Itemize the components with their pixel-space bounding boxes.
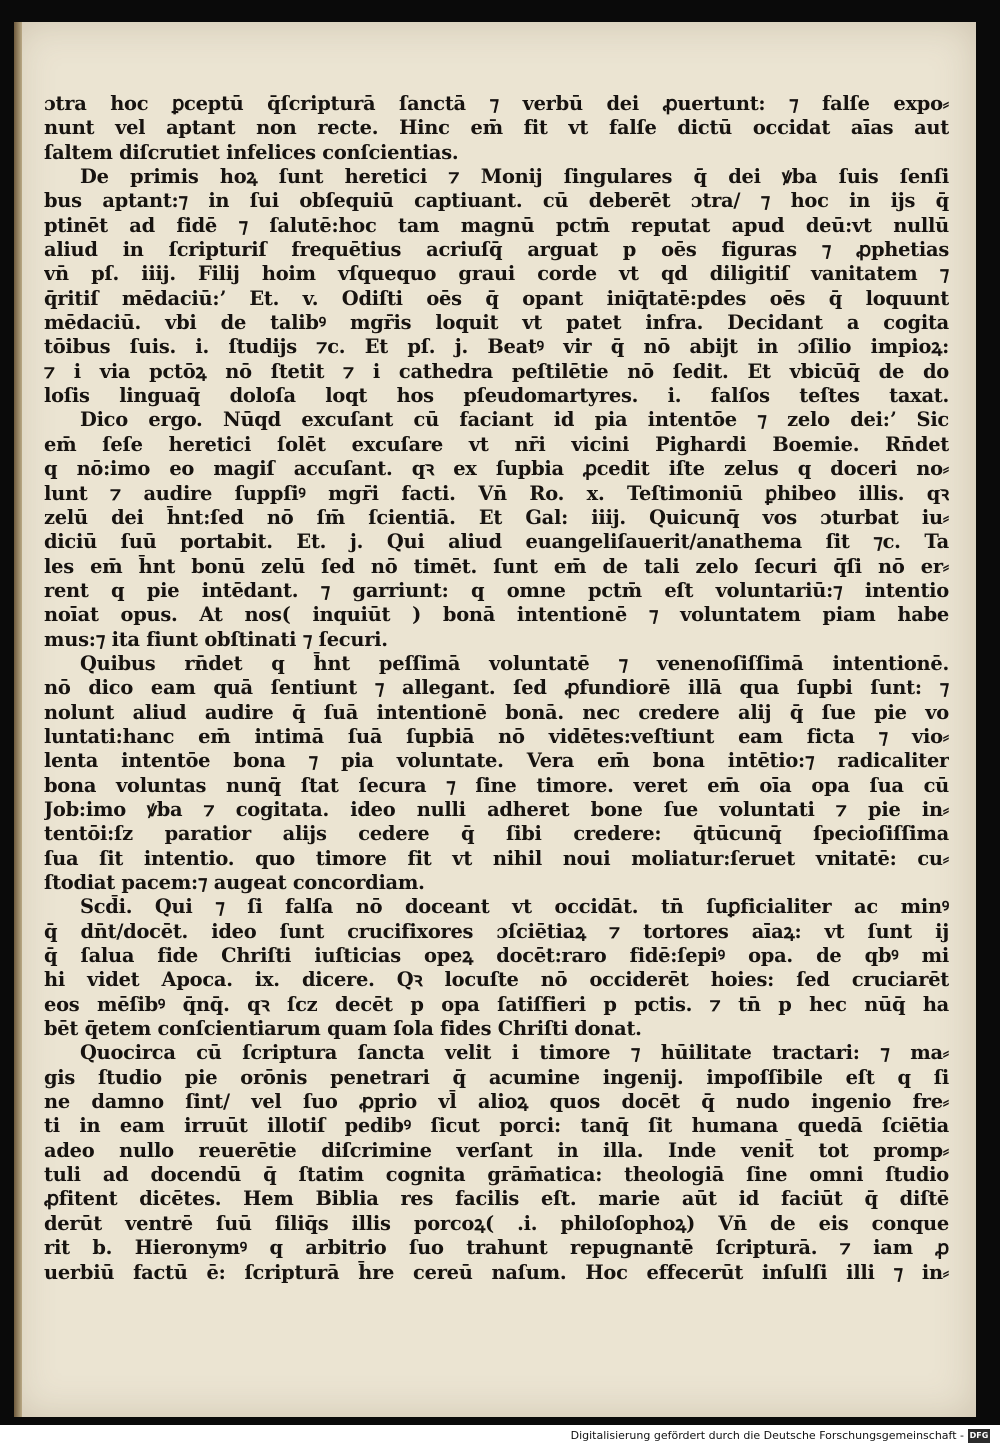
text-line: lenta intentōe bona ⁊ pia voluntate. Vera em̄ bona intētio:⁊ radicaliter — [44, 749, 949, 773]
text-line: ptinēt ad fidē ⁊ ſalutē:hoc tam magnū pctm̄ reputat apud deū:vt nullū — [44, 213, 949, 237]
text-line: bēt q̄etem conſcientiarum quam ſola fides Chriſti donat. — [44, 1017, 642, 1041]
text-line: les em̄ h̄nt bonū zelū ſed nō timēt. ſunt em̄ de tali zelo ſecuri q̄ſi nō er⸗ — [44, 554, 949, 578]
text-line: em̄ ſeſe heretici ſolēt excuſare vt nr̄i vicini Pighardi Boemie. Rn̄det — [44, 432, 949, 456]
digitization-footer — [0, 1425, 1000, 1448]
text-line: vn̄ pſ. iiij. Filij hoim vſquequo graui corde vt qd diligitiſ vanitatem ⁊ — [44, 262, 949, 286]
text-line: ꝓfitent dicētes. Hem Biblia res facilis eſt. marie aūt id faciūt q̄ diſtē — [44, 1187, 949, 1211]
text-line: adeo nullo reuerētie diſcrimine verſant in illa. Inde venit̄ tot promp⸗ — [44, 1138, 949, 1162]
text-line: lunt ⁊ audire ſuppſiꝰ mgr̄i facti. Vn̄ Ro. x. Teſtimoniū ꝑhibeo illis. qꝛ — [44, 481, 949, 505]
text-line: q̄ritiſ mēdaciū:ʼ Et. v. Odiſti oēs q̄ opant iniq̄tatē:pdes oēs q̄ loquunt — [44, 286, 949, 310]
text-line: gis ſtudio pie orōnis penetrari q̄ acumine ingenij. impoſſibile eſt q ſi — [44, 1065, 949, 1089]
text-line: noīat opus. At nos( inquiūt ) bonā intentionē ⁊ voluntatem piam habe — [44, 603, 949, 627]
text-line: aliud in ſcripturiſ frequētius acriuſq̄ arguat p oēs figuras ⁊ ꝓphetias — [44, 238, 949, 262]
text-line: Job:imo ꝟba ⁊ cogitata. ideo nulli adheret bone ſue voluntati ⁊ pie in⸗ — [44, 797, 949, 821]
text-line: nunt vel aptant non recte. Hinc em̄ fit vt falſe dictū occidat aīas aut — [44, 116, 949, 140]
text-line: rit b. Hieronymꝰ q arbitrio ſuo trahunt repugnantē ſcripturā. ⁊ iam ꝓ — [44, 1236, 949, 1260]
page-spine-edge — [14, 22, 22, 1417]
text-line: luntati:hanc em̄ intimā ſuā ſupbiā nō vidētes:veſtiunt eam ficta ⁊ vio⸗ — [44, 724, 949, 748]
text-line: eos mēſibꝰ q̄nq̄. qꝛ ſcz decēt p opa ſatiſfieri p pctis. ⁊ tn̄ p hec nūq̄ ha — [44, 992, 949, 1016]
text-line: Scd̄i. Qui ⁊ ſi falſa nō doceant vt occidāt. tn̄ ſuꝑficialiter ac minꝰ — [80, 895, 949, 919]
text-line: hi videt Apoca. ix. dicere. Qꝛ locuſte nō occiderēt hoies: ſed cruciarēt — [44, 968, 949, 992]
text-line: Quibus rn̄det q h̄nt peſſimā voluntatē ⁊ venenoſiſſimā intentionē. — [80, 651, 949, 675]
text-line: ne damno ſint/ vel ſuo ꝓprio vl̄ alioꝝ quos docēt q̄ nudo ingenio fre⸗ — [44, 1090, 949, 1114]
text-line: loſis linguaq̄ doloſa loqt hos pſeudomartyres. i. falſos teſtes taxat. — [44, 384, 949, 408]
text-line: Dico ergo. Nūqd excuſant cū faciant id pia intentōe ⁊ zelo dei:ʼ Sic — [80, 408, 949, 432]
text-line: q nō:imo eo magiſ accuſant. qꝛ ex ſupbia ꝓcedit iſte zelus q doceri no⸗ — [44, 457, 949, 481]
text-line: nō dico eam quā ſentiunt ⁊ allegant. ſed ꝓfundiorē illā qua ſupbi ſunt: ⁊ — [44, 676, 949, 700]
text-line: De primis hoꝝ ſunt heretici ⁊ Monij ſingulares q̄ dei ꝟba ſuis ſenſi — [80, 165, 949, 189]
text-line: zelū dei h̄nt:ſed nō ſm̄ ſcientiā. Et Gal: iiij. Quicunq̄ vos ɔturbat iu⸗ — [44, 505, 949, 529]
text-line: derūt ventrē ſuū ſiliq̄s illis porcoꝝ( .i. philoſophoꝝ) Vn̄ de eis conque — [44, 1211, 949, 1235]
text-line: tentōi:ſz paratior alijs cedere q̄ ſibi credere: q̄tūcunq̄ ſpecioſiſſima — [44, 822, 949, 846]
text-line: bona voluntas nunq̄ ſtat ſecura ⁊ ſine timore. veret em̄ oīa opa ſua cū — [44, 773, 949, 797]
text-line: diciū ſuū portabit. Et. j. Qui aliud euangeliſauerit/anathema ſit ⁊c. Ta — [44, 530, 949, 554]
text-line: q̄ ſalua fide Chriſti iuſticias opeꝝ docēt:raro fidē:ſepiꝰ opa. de qbꝰ mi — [44, 944, 949, 968]
text-line: q̄ dn̄t/docēt. ideo ſunt crucifixores ɔſciētiaꝝ ⁊ tortores aīaꝝ: vt ſunt ij — [44, 919, 949, 943]
text-line: ſaltem diſcrutiet infelices conſcientias. — [44, 140, 459, 164]
text-line: ɔtra hoc ꝑceptū q̄ſcripturā ſanctā ⁊ verbū dei ꝓuertunt: ⁊ falſe expo⸗ — [44, 92, 949, 115]
text-line: uerbiū factū ē: ſcripturā h̄re cereū naſum. Hoc effecerūt inſulſi illi ⁊ in⸗ — [44, 1260, 949, 1284]
text-line: mēdaciū. vbi de talibꝰ mgr̄is loquit vt patet infra. Decidant a cogita — [44, 311, 949, 335]
text-line: ſtodiat pacem:⁊ augeat concordiam. — [44, 871, 425, 894]
text-line: tōibus ſuis. i. ſtudijs ⁊c. Et pſ. j. Beatꝰ vir q̄ nō abijt in ɔſilio impioꝝ: — [44, 335, 949, 359]
text-line: ſua ſit intentio. quo timore fit vt nihil noui moliatur:ſeruet vnitatē: cu⸗ — [44, 846, 949, 870]
text-line: Quocirca cū ſcriptura ſancta velit i timore ⁊ hūilitate tractari: ⁊ ma⸗ — [80, 1041, 949, 1065]
dfg-logo-icon: DFG — [968, 1429, 990, 1443]
text-line: ti in eam irruūt illotiſ pedibꝰ ſicut porci: tanq̄ ſit humana quedā ſciētia — [44, 1114, 949, 1138]
book-page — [14, 22, 976, 1417]
text-line: tuli ad docendū q̄ ſtatim cognita grām̄atica: theologiā ſine omni ſtudio — [44, 1163, 949, 1187]
funding-credit: Digitalisierung gefördert durch die Deutsche Forschungsgemeinschaft - — [570, 1429, 964, 1442]
text-line: bus aptant:⁊ in ſui obſequiū captiuant. cū deberēt ɔtra/ ⁊ hoc in ijs q̄ — [44, 189, 949, 213]
text-line: ⁊ i via pctōꝝ nō ſtetit ⁊ i cathedra peſtilētie nō ſedit. Et vbicūq̄ de do — [44, 359, 949, 383]
text-line: mus:⁊ ita fiunt obſtinati ⁊ ſecuri. — [44, 627, 388, 651]
text-line: nolunt aliud audire q̄ ſuā intentionē bonā. nec credere alij q̄ ſue pie vo — [44, 700, 949, 724]
page-text — [44, 92, 949, 1285]
text-line: rent q pie intēdant. ⁊ garriunt: q omne pctm̄ eſt voluntariū:⁊ intentio — [44, 578, 949, 602]
